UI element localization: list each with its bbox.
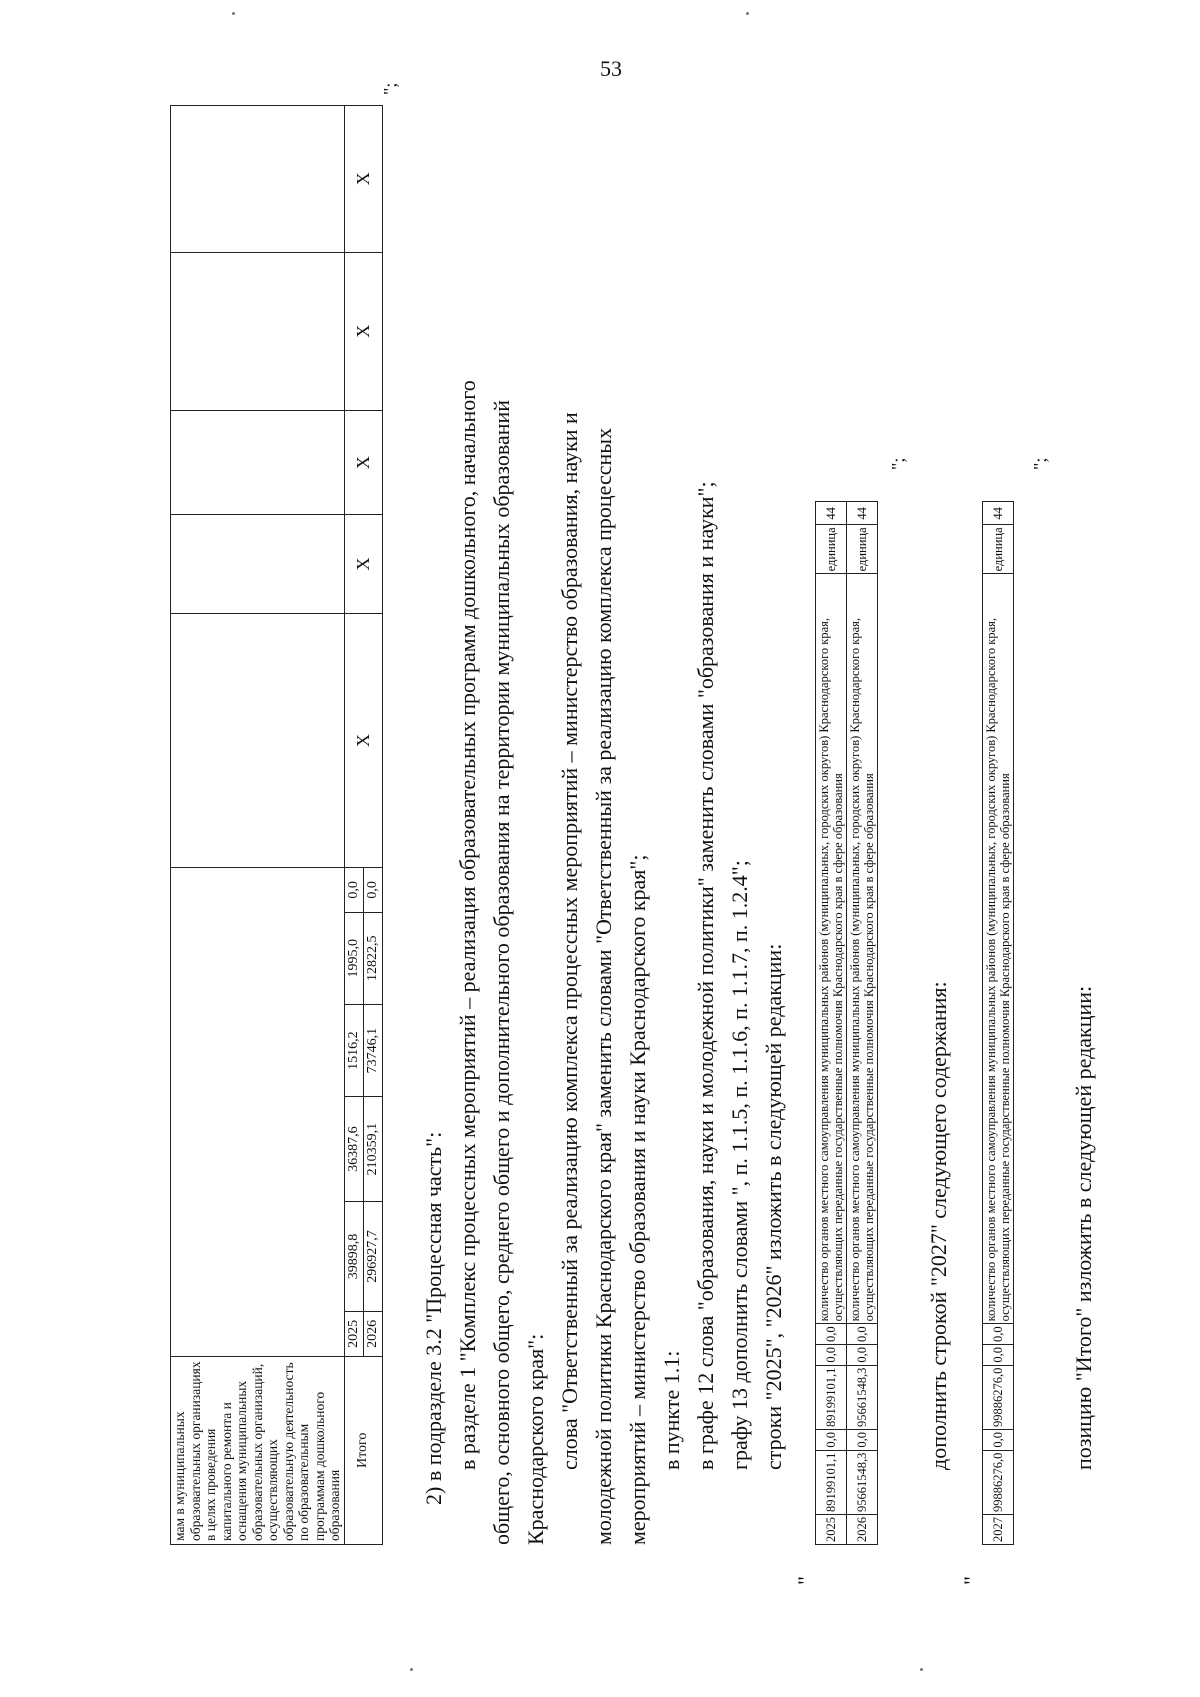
- table-row: 2025 89199101,1 0,0 89199101,1 0,0 0,0 количество органов местного самоуправления муниципальных районов (муниципальных, городских округов) Краснодарского края, осуществляющих переданные государственные полномочия Краснодарского края в сфере образования единица 44: [816, 502, 847, 1545]
- measure-description: мам в муниципальных образовательных организациях в целях проведения капитального ремонта и оснащения муниципальных образовательных организаций, осуществляющих образовательную деятельность по образовательным программам дошкольного образования: [171, 1356, 345, 1544]
- scan-speck: [232, 12, 235, 15]
- table-row: [171, 106, 345, 1545]
- total-label: Итого: [344, 1356, 382, 1544]
- page-number: 53: [600, 56, 622, 81]
- table-row: 2026 296927,7 210359,1 73746,1 12822,5 0,0: [363, 106, 382, 1545]
- funding-table: [170, 105, 383, 1545]
- table-row: 2026 95661548,3 0,0 95661548,3 0,0 0,0 количество органов местного самоуправления муниципальных районов (муниципальных, городских округов) Краснодарского края, осуществляющих переданные государственные полномочия Краснодарского края в сфере образования единица 44: [847, 502, 878, 1545]
- open-quote: ": [959, 1576, 984, 1585]
- x-mark: X: [344, 515, 382, 613]
- scan-speck: [746, 12, 749, 15]
- scan-speck: [920, 1668, 923, 1671]
- x-mark: X: [344, 613, 382, 867]
- x-mark: X: [344, 410, 382, 514]
- indicator-table-2027: [982, 501, 1014, 1545]
- indicator-table: [815, 501, 878, 1545]
- closing-quote: ";: [888, 457, 908, 470]
- rotated-page-body: мам в муниципальных образовательных организациях в целях проведения капитального ремонта и оснащения муниципальных образовательных организаций, осуществляющих образовательную деятельность по образовательным программам дошкольного образования Итого 2025 39898,8 36387,6 1516,2 1995,0 0,0 X X X X X 2026 296927,7 210359,1 73746,1 12822,5 0,0 "; 2) в подразделе 3.2 "Процессная часть": в разделе 1 "Комплекс процессных мероприятий – реализация образовательных программ дошкольного, начального общего, основного общего, среднего общего и дополнительного образования на территории муниципальных образований Краснодарского края": слова "Ответственный за реализацию комплекса процессных мероприятий – министерство образования, науки и молодежной политики Краснодарского края" заменить словами "Ответственный за реализацию комплекса процессных мероприятий – министерство образования и науки Краснодарского края"; в пункте 1.1: в графе 12 слова "образования, науки и молодежной политики" заменить словами "образования и науки"; графу 13 дополнить словами ", п. 1.1.5, п. 1.1.6, п. 1.1.7, п. 1.2.4"; строки "2025", "2026" изложить в следующей редакции: " 2025 89199101,1 0,0 89199101,1 0,0 0,0 количество органов местного самоуправления муниципальных районов (муниципальных, городских округов) Краснодарского края, осуществляющих переданные государственные полномочия Краснодарского края в сфере образования единица 44 2026 95661548,3 0,0 95661548,3 0,0 0,0 количество органов местного самоуправления муниципальных районов (муниципальных, городских округов) Краснодарского края, осуществляющих переданные государственные полномочия Краснодарского края в сфере образования единица 44 "; дополнить строкой "2027" следующего содержания: " 2027 99886276,0 0,0 99886276,0 0,0 0,0 количество органов местного самоуправления муниципальных районов (муниципальных, городских округов) Краснодарского края, осуществляющих переданные государственные полномочия Краснодарского края в сфере образования единица 44 "; позицию "Итого" изложить в следующей редакции:: [172, 82, 1096, 1585]
- closing-quote: ";: [1030, 457, 1050, 470]
- closing-quote: ";: [380, 82, 400, 95]
- scan-speck: [410, 1668, 413, 1671]
- x-mark: X: [344, 106, 382, 253]
- table-row: 2027 99886276,0 0,0 99886276,0 0,0 0,0 количество органов местного самоуправления муниципальных районов (муниципальных, городских округов) Краснодарского края, осуществляющих переданные государственные полномочия Краснодарского края в сфере образования единица 44: [983, 502, 1014, 1545]
- table-row: Итого 2025 39898,8 36387,6 1516,2 1995,0 0,0 X X X X X: [344, 106, 363, 1545]
- x-mark: X: [344, 252, 382, 410]
- open-quote: ": [793, 1576, 818, 1585]
- paragraph-subsection: 2) в подразделе 3.2 "Процессная часть":: [421, 1131, 446, 1505]
